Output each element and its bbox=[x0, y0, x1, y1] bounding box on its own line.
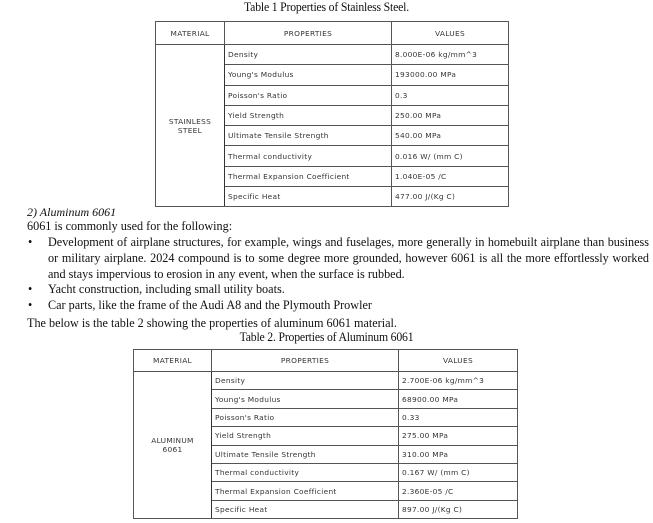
value-cell: 540.00 MPa bbox=[392, 126, 509, 146]
property-cell: Yield Strength bbox=[225, 105, 392, 125]
section-heading: 2) Aluminum 6061 bbox=[27, 205, 117, 219]
list-item-text: Car parts, like the frame of the Audi A8 and the Plymouth Prowler bbox=[48, 298, 372, 313]
value-cell: 897.00 J/(Kg C) bbox=[399, 500, 518, 518]
value-cell: 0.33 bbox=[399, 408, 518, 426]
value-cell: 0.167 W/ (mm C) bbox=[399, 463, 518, 481]
table1-caption: Table 1 Properties of Stainless Steel. bbox=[244, 0, 409, 14]
property-cell: Specific Heat bbox=[212, 500, 399, 518]
value-cell: 1.040E-05 /C bbox=[392, 166, 509, 186]
material-name-line1: STAINLESS bbox=[168, 116, 212, 126]
header-properties: PROPERTIES bbox=[225, 22, 392, 45]
bullet-icon: • bbox=[28, 298, 33, 313]
value-cell: 193000.00 MPa bbox=[392, 65, 509, 85]
property-cell: Thermal Expansion Coefficient bbox=[225, 166, 392, 186]
table2-caption: Table 2. Properties of Aluminum 6061 bbox=[239, 330, 414, 344]
property-cell: Ultimate Tensile Strength bbox=[212, 445, 399, 463]
header-properties: PROPERTIES bbox=[212, 350, 399, 372]
intro-paragraph: 6061 is commonly used for the following: bbox=[27, 219, 233, 233]
property-cell: Poisson's Ratio bbox=[225, 85, 392, 105]
header-material: MATERIAL bbox=[156, 22, 225, 45]
value-cell: 250.00 MPa bbox=[392, 105, 509, 125]
usage-list bbox=[27, 235, 649, 314]
property-cell: Young's Modulus bbox=[225, 65, 392, 85]
value-cell: 68900.00 MPa bbox=[399, 390, 518, 408]
material-cell bbox=[134, 372, 212, 519]
value-cell: 0.3 bbox=[392, 85, 509, 105]
property-cell: Thermal conductivity bbox=[212, 463, 399, 481]
list-item bbox=[27, 235, 649, 282]
property-cell: Poisson's Ratio bbox=[212, 408, 399, 426]
property-cell: Thermal Expansion Coefficient bbox=[212, 482, 399, 500]
list-item bbox=[27, 298, 649, 314]
table-row bbox=[156, 45, 509, 65]
property-cell: Yield Strength bbox=[212, 427, 399, 445]
aluminum-properties-table bbox=[133, 349, 518, 519]
list-item bbox=[27, 282, 649, 298]
property-cell: Density bbox=[225, 45, 392, 65]
value-cell: 2.700E-06 kg/mm^3 bbox=[399, 372, 518, 390]
value-cell: 8.000E-06 kg/mm^3 bbox=[392, 45, 509, 65]
property-cell: Young's Modulus bbox=[212, 390, 399, 408]
value-cell: 0.016 W/ (mm C) bbox=[392, 146, 509, 166]
bullet-icon: • bbox=[28, 282, 33, 297]
table-header-row bbox=[156, 22, 509, 45]
property-cell: Specific Heat bbox=[225, 187, 392, 207]
header-values: VALUES bbox=[399, 350, 518, 372]
property-cell: Thermal conductivity bbox=[225, 146, 392, 166]
value-cell: 477.00 J/(Kg C) bbox=[392, 187, 509, 207]
material-name-line2: STEEL bbox=[177, 125, 203, 135]
list-item-text: Development of airplane structures, for example, wings and fuselages, more generally in homebuilt airplane than business or military airplane. 2024 compound is to some degree more grounded, however 6061 is all the more effortlessly worked and stays impervious to erosion in any event, when the surface is rubbed. bbox=[48, 235, 649, 281]
table-row bbox=[134, 372, 518, 390]
material-name-line2: 6061 bbox=[162, 445, 183, 455]
header-values: VALUES bbox=[392, 22, 509, 45]
material-name-line1: ALUMINUM bbox=[151, 436, 194, 446]
value-cell: 2.360E-05 /C bbox=[399, 482, 518, 500]
header-material: MATERIAL bbox=[134, 350, 212, 372]
property-cell: Ultimate Tensile Strength bbox=[225, 126, 392, 146]
bullet-icon: • bbox=[28, 235, 33, 249]
table-header-row bbox=[134, 350, 518, 372]
value-cell: 275.00 MPa bbox=[399, 427, 518, 445]
value-cell: 310.00 MPa bbox=[399, 445, 518, 463]
property-cell: Density bbox=[212, 372, 399, 390]
closing-paragraph: The below is the table 2 showing the properties of aluminum 6061 material. bbox=[27, 316, 397, 330]
list-item-text: Yacht construction, including small utility boats. bbox=[48, 282, 285, 297]
material-cell bbox=[156, 45, 225, 207]
stainless-steel-properties-table bbox=[155, 21, 509, 207]
